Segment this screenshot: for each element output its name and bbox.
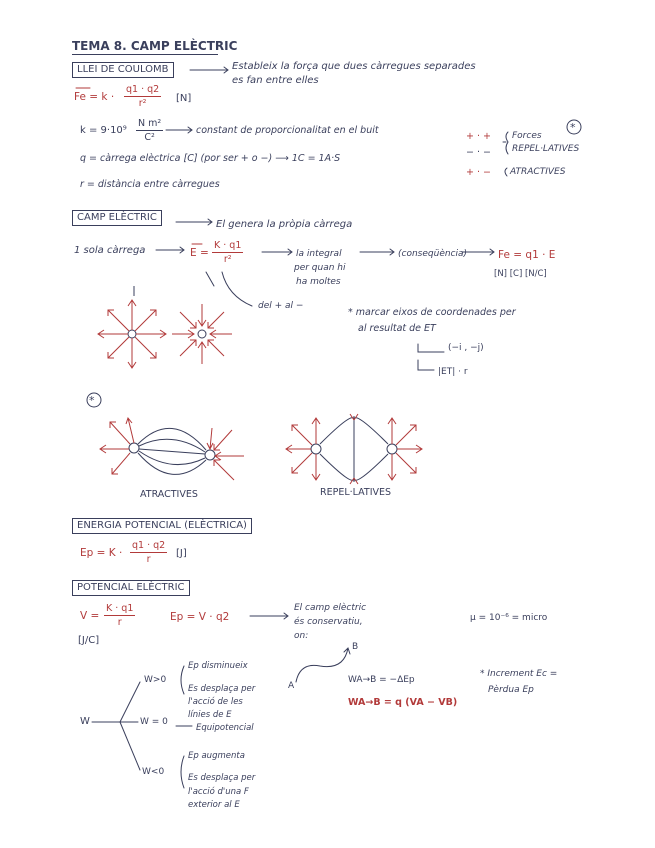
coulomb-heading: LLEI DE COULOMB [72, 62, 174, 78]
k-constant-desc: constant de proporcionalitat en el buit [196, 125, 379, 136]
coulomb-desc-2: es fan entre elles [232, 75, 319, 86]
ep-v-equation: Ep = V · q2 [170, 611, 230, 623]
brace-repulsive [503, 132, 508, 154]
k-arrow [166, 127, 192, 133]
direction-curve [222, 272, 252, 306]
single-charge-field-right [172, 304, 232, 364]
conservative-1: El camp elèctric [294, 603, 367, 613]
force-label-forces: Forces [512, 131, 542, 141]
work-negative-3: l'acció d'una F [188, 787, 249, 797]
sign-pair-2: − · − [466, 147, 491, 158]
a-to-b-curve [296, 648, 350, 682]
increment-1: * Increment Ec = [480, 669, 558, 679]
q-line: q = càrrega elèctrica [C] (por ser + o −) ⟶ 1C = 1A·S [80, 153, 341, 164]
fe-equation: Fe = q1 · E [498, 249, 556, 261]
k-constant-num: N m² [138, 118, 162, 129]
attractive-dipole [100, 418, 244, 480]
ep-formula-den: r [146, 554, 151, 565]
repulsive-label: REPEL·LATIVES [320, 487, 392, 498]
energia-heading: ENERGIA POTENCIAL (ELÈCTRICA) [72, 518, 252, 534]
e-formula-left: E = [190, 247, 209, 259]
increment-2: Pèrdua Ep [488, 685, 534, 695]
camp-note-1: la integral [296, 249, 342, 259]
brace-attractive [505, 168, 507, 176]
work-ab-1: WA→B = −ΔEp [348, 675, 415, 685]
conservative-arrow [250, 613, 288, 619]
e-formula-den: r² [223, 254, 232, 265]
field-star-circle [87, 393, 101, 407]
work-positive-4: línies de E [188, 710, 232, 720]
integral-arrow [262, 249, 292, 255]
camp-desc: El genera la pròpia càrrega [216, 219, 353, 230]
camp-note-3: ha moltes [296, 277, 341, 287]
camp-units: [N] [C] [N/C] [494, 269, 547, 279]
camp-note-2: per quan hi [294, 263, 346, 273]
work-zero-desc: Equipotencial [196, 723, 254, 733]
coulomb-formula-unit: [N] [176, 93, 192, 104]
camp-mark-1: * marcar eixos de coordenades per [348, 307, 516, 318]
ep-formula-left: Ep = K · [80, 547, 123, 559]
one-charge-arrow [156, 247, 184, 253]
micro-note: μ = 10⁻⁶ = micro [470, 613, 548, 623]
sign-pair-3: + · − [466, 167, 491, 178]
work-ab-2: WA→B = q (VA − VB) [348, 697, 458, 708]
conservative-3: on: [294, 631, 309, 641]
sign-pair-1: + · + [466, 131, 491, 142]
v-formula-left: V = [80, 610, 100, 622]
work-negative-4: exterior al E [188, 800, 240, 810]
work-negative: W<0 [142, 767, 165, 777]
point-a: A [288, 681, 295, 691]
k-constant-den: C² [144, 132, 155, 143]
e-formula-num: K · q1 [214, 240, 242, 251]
consequence-arrow [360, 249, 394, 255]
r-line: r = distància entre càrregues [80, 179, 220, 190]
force-label-repulsive: REPEL·LATIVES [512, 144, 580, 154]
camp-heading: CAMP ELÈCTRIC [72, 210, 162, 226]
work-neg-brace [181, 756, 184, 788]
work-positive-2: Es desplaça per [188, 684, 256, 694]
modulus-bracket [418, 360, 434, 370]
page-title: TEMA 8. CAMP ELÈCTRIC [72, 39, 238, 53]
work-positive-3: l'acció de les [188, 697, 243, 707]
vector-bracket [418, 344, 444, 352]
work-positive-1: Ep disminueix [188, 661, 248, 671]
attractive-label: ATRACTIVES [140, 489, 198, 500]
coulomb-formula-den: r² [138, 98, 147, 109]
work-negative-2: Es desplaça per [188, 773, 256, 783]
force-label-attractive: ATRACTIVES [510, 167, 566, 177]
coulomb-desc-1: Estableix la força que dues càrregues separades [232, 61, 476, 72]
potencial-heading: POTENCIAL ELÈCTRIC [72, 580, 190, 596]
v-formula-num: K · q1 [106, 603, 134, 614]
fe-arrow [462, 249, 494, 255]
ep-formula-num: q1 · q2 [132, 540, 166, 551]
camp-modulus: |ET| · r [438, 367, 468, 377]
work-symbol: W [80, 716, 90, 727]
v-formula-den: r [117, 617, 122, 628]
conservative-2: és conservatiu, [294, 617, 363, 627]
camp-mark-2: al resultat de ET [358, 323, 436, 334]
coulomb-formula-num: q1 · q2 [126, 84, 160, 95]
camp-arrow [176, 219, 212, 225]
single-charge-field-left [98, 300, 166, 368]
camp-vector: (−i , −j) [448, 343, 484, 353]
work-zero: W = 0 [140, 717, 168, 727]
work-pos-brace [181, 666, 184, 694]
one-charge-label: 1 sola càrrega [74, 245, 146, 256]
work-tree [92, 682, 140, 770]
ep-formula-unit: [J] [176, 548, 187, 559]
k-constant-left: k = 9·10⁹ [80, 125, 127, 136]
camp-direction: del + al − [258, 301, 304, 311]
work-positive: W>0 [144, 675, 167, 685]
camp-consequence: (conseqüència) [398, 249, 468, 259]
coulomb-arrow [190, 67, 228, 73]
direction-arrow [206, 272, 214, 286]
work-negative-1: Ep augmenta [188, 751, 245, 761]
repulsive-dipole [286, 414, 422, 484]
field-lines-star: * [89, 394, 95, 407]
point-b: B [352, 642, 359, 652]
coulomb-star-circle [567, 120, 581, 134]
coulomb-formula-left: Fe = k · [74, 91, 115, 103]
coulomb-star: * [570, 121, 576, 134]
v-formula-unit: [J/C] [78, 635, 100, 646]
